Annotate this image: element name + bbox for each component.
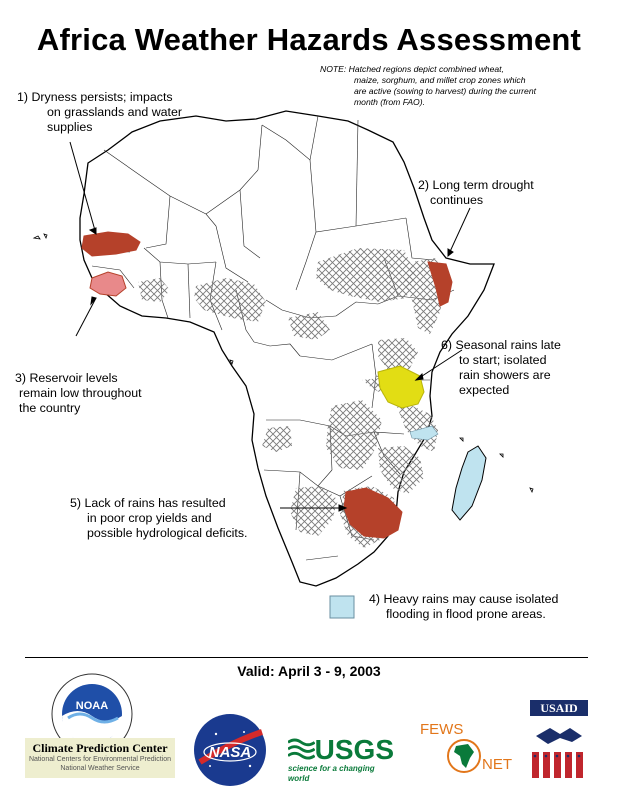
fews-net-logo [420, 722, 520, 782]
hazard-4-line-2: flooding in flood prone areas. [386, 607, 546, 621]
hazard-5-line-2: in poor crop yields and [87, 511, 212, 525]
cpc-sub2: National Weather Service [60, 765, 140, 772]
usgs-text: USGS [314, 734, 394, 765]
hazard-3-line-1: 3) Reservoir levels [15, 371, 118, 385]
cpc-name: Climate Prediction Center [32, 741, 168, 755]
note-line-3: are active (sowing to harvest) during the current [354, 86, 536, 96]
hazard-5-line-1: 5) Lack of rains has resulted [70, 496, 226, 510]
usaid-handshake-icon [530, 716, 588, 780]
usgs-wave-icon [288, 737, 315, 763]
hazard-3-line-2: remain low throughout [19, 386, 142, 400]
hazard-3-line-3: the country [19, 401, 81, 415]
valid-dates: Valid: April 3 - 9, 2003 [237, 663, 381, 679]
hazard-5-line-3: possible hydrological deficits. [87, 526, 248, 540]
page-title: Africa Weather Hazards Assessment [36, 22, 582, 57]
usaid-logo [530, 700, 588, 780]
nasa-logo [192, 712, 268, 788]
fews-africa-icon [446, 738, 482, 774]
divider [25, 657, 588, 658]
hazard-1-line-1: 1) Dryness persists; impacts [17, 90, 173, 104]
note-line-2: maize, sorghum, and millet crop zones which [354, 75, 526, 85]
hazard-2-line-2: continues [430, 193, 484, 207]
hazard-1-label [17, 90, 182, 135]
fews-text: FEWS [420, 721, 464, 738]
hazard-1-line-2: on grasslands and water [47, 105, 183, 119]
usgs-logo [288, 734, 394, 783]
hazard-2-label [418, 178, 534, 208]
hazard-6-line-4: expected [459, 383, 510, 397]
hazard-6-line-1: 6) Seasonal rains late [441, 338, 561, 352]
cpc-logo [25, 738, 175, 778]
hazard-4-label [369, 592, 558, 622]
cpc-sub1: National Centers for Environmental Prediction [28, 756, 171, 763]
flood-legend-swatch [330, 596, 354, 618]
net-text: NET [482, 756, 512, 773]
nasa-text: NASA [208, 744, 252, 761]
noaa-text: NOAA [75, 700, 109, 712]
hazard-4-line-1: 4) Heavy rains may cause isolated [369, 592, 559, 606]
hazard-6-line-3: rain showers are [459, 368, 551, 382]
hazard-3-label [15, 371, 142, 416]
note-line-1: Hatched regions depict combined wheat, [348, 64, 504, 74]
hazard-1-line-3: supplies [47, 120, 93, 134]
hazard-2-line-1: 2) Long term drought [418, 178, 534, 192]
note-line-4: month (from FAO). [354, 97, 425, 107]
hazard-6-label [441, 338, 561, 398]
usaid-text: USAID [530, 700, 588, 716]
note-label: NOTE: [320, 64, 347, 74]
madagascar [452, 446, 486, 520]
hazard-5-label [70, 496, 247, 541]
hazard-6-line-2: to start; isolated [459, 353, 547, 367]
usgs-tagline: science for a changing world [288, 764, 375, 783]
